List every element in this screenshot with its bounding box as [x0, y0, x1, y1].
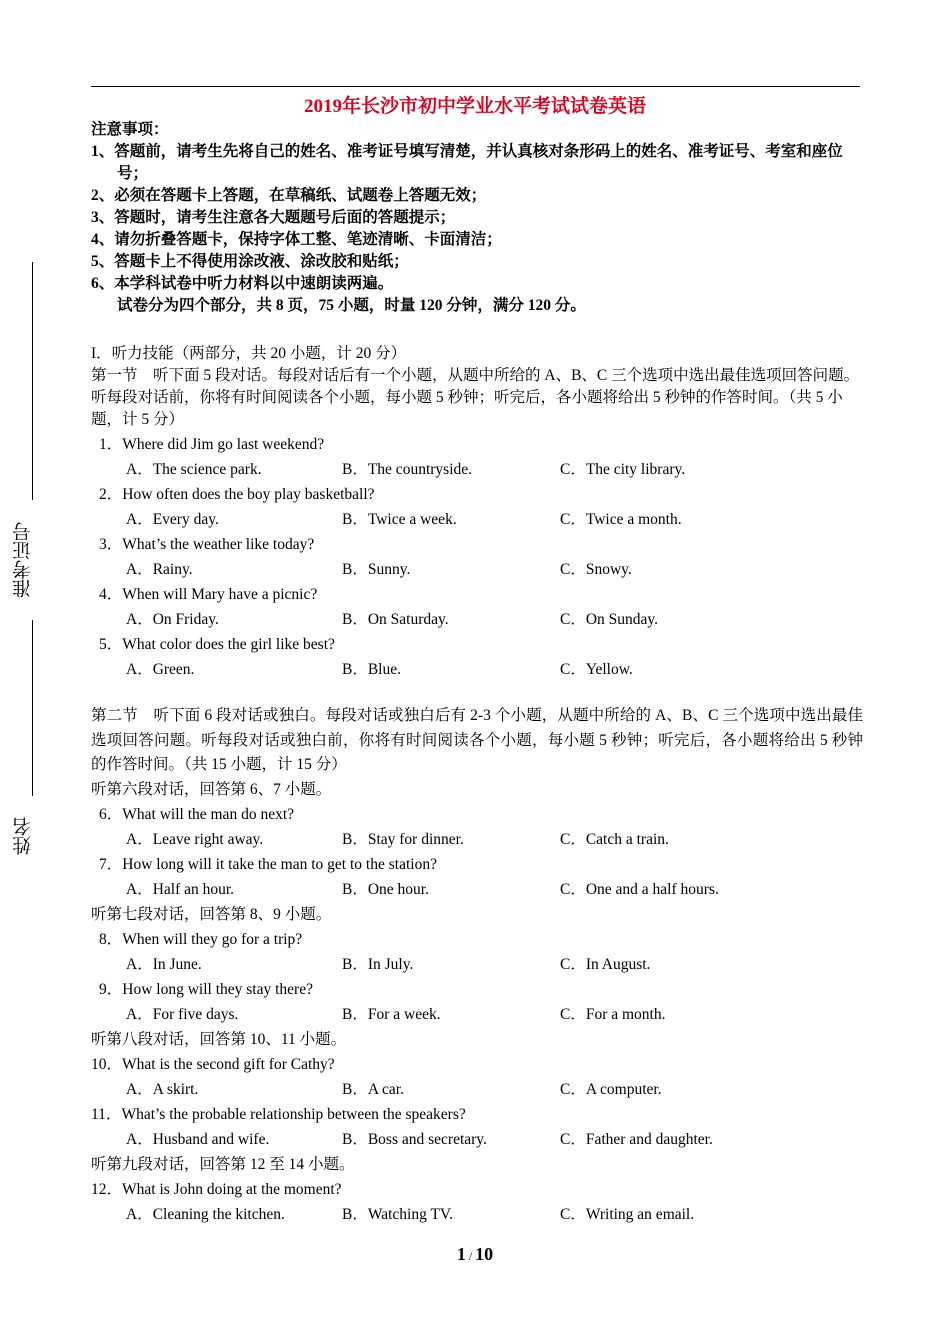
question-options	[91, 827, 863, 852]
option-a: A．Rainy.	[126, 561, 193, 578]
option-b: B．On Saturday.	[342, 611, 449, 628]
option-c: C．Catch a train.	[560, 830, 669, 848]
header-rule	[91, 86, 860, 87]
question-text: When will they go for a trip?	[122, 930, 303, 948]
option-b: B．Blue.	[342, 661, 401, 678]
question-stem	[91, 532, 863, 557]
question-text: Where did Jim go last weekend?	[122, 436, 325, 453]
question-number: 10．	[91, 1055, 123, 1073]
question-stem	[91, 582, 863, 607]
question-number: 11．	[91, 1105, 122, 1123]
question-stem	[91, 1052, 863, 1077]
option-a: A．Cleaning the kitchen.	[126, 1205, 285, 1223]
question-number: 2．	[99, 486, 123, 503]
notice-block	[91, 119, 863, 317]
question-number: 5．	[99, 636, 123, 653]
page-number	[0, 1242, 950, 1268]
question-stem	[91, 482, 863, 507]
notice-summary: 试卷分为四个部分，共 8 页，75 小题，时量 120 分钟，满分 120 分。	[117, 297, 586, 314]
option-c: C．Father and daughter.	[560, 1130, 713, 1148]
question-text: What’s the probable relationship between the speakers?	[121, 1105, 466, 1123]
question-number: 3．	[99, 536, 123, 553]
option-a: A．Husband and wife.	[126, 1130, 270, 1148]
name-fill-line	[32, 620, 33, 796]
question-stem	[91, 927, 863, 952]
option-c: C．A computer.	[560, 1080, 662, 1098]
question-text: What is John doing at the moment?	[122, 1180, 342, 1198]
question-text: When will Mary have a picnic?	[122, 586, 318, 603]
dialogue-instruction: 听第九段对话，回答第 12 至 14 小题。	[91, 1155, 355, 1173]
dialogue-instruction: 听第七段对话，回答第 8、9 小题。	[91, 905, 332, 923]
question-stem	[91, 632, 863, 657]
option-b: B．The countryside.	[342, 461, 473, 478]
exam-title: 2019年长沙市初中学业水平考试试卷英语	[303, 96, 646, 117]
question-stem	[91, 1177, 863, 1202]
option-b: B．One hour.	[342, 880, 429, 898]
listening-section-1	[91, 343, 863, 682]
option-c: C．The city library.	[560, 461, 686, 478]
question-options	[91, 457, 863, 482]
question-options	[91, 877, 863, 902]
question-options	[91, 657, 863, 682]
dialogue-instruction: 听第八段对话，回答第 10、11 小题。	[91, 1030, 347, 1048]
question-number: 6．	[99, 805, 123, 823]
option-a: A．The science park.	[126, 461, 262, 478]
question-options	[91, 507, 863, 532]
section-1-instructions: 第一节 听下面 5 段对话。每段对话后有一个小题，从题中所给的 A、B、C 三个选项中选出最佳选项回答问题。听每段对话前，你将有时间阅读各个小题，每小题 5 秒钟；听完后，各小题将给出 5 秒钟的作答时间。（共 5 小题，计 5 分）	[91, 367, 860, 428]
option-a: A．On Friday.	[126, 611, 219, 628]
exam-id-fill-line	[32, 262, 33, 500]
option-b: B．Boss and secretary.	[342, 1130, 487, 1148]
notice-item: 3、答题时，请考生注意各大题题号后面的答题提示；	[91, 209, 456, 226]
option-c: C．Snowy.	[560, 561, 632, 578]
listening-section-2	[91, 704, 863, 1227]
option-c: C．For a month.	[560, 1005, 666, 1023]
question-number: 7．	[99, 855, 123, 873]
question-text: What’s the weather like today?	[122, 536, 315, 553]
question-text: How often does the boy play basketball?	[122, 486, 375, 503]
question-options	[91, 607, 863, 632]
page-total: 10	[475, 1244, 494, 1264]
question-options	[91, 557, 863, 582]
question-text: What is the second gift for Cathy?	[122, 1055, 335, 1073]
option-c: C．One and a half hours.	[560, 880, 719, 898]
question-options	[91, 1202, 863, 1227]
option-b: B．A car.	[342, 1080, 404, 1098]
notice-item: 5、答题卡上不得使用涂改液、涂改胶和贴纸；	[91, 253, 409, 270]
question-stem	[91, 977, 863, 1002]
question-stem	[91, 802, 863, 827]
section-2-instructions: 第二节 听下面 6 段对话或独白。每段对话或独白后有 2-3 个小题，从题中所给的 A、B、C 三个选项中选出最佳选项回答问题。听每段对话或独白前，你将有时间阅读各个小题，每小题 5 秒钟；听完后，各小题将给出 5 秒钟的作答时间。（共 15 小题，计 15 分）	[91, 707, 863, 773]
question-stem	[91, 432, 863, 457]
question-options	[91, 1002, 863, 1027]
notice-heading: 注意事项：	[91, 121, 169, 138]
question-number: 1．	[99, 436, 123, 453]
notice-item: 6、本学科试卷中听力材料以中速朗读两遍。	[91, 275, 394, 292]
question-number: 8．	[99, 930, 123, 948]
option-a: A．A skirt.	[126, 1080, 199, 1098]
notice-item: 1、答题前，请考生先将自己的姓名、准考证号填写清楚，并认真核对条形码上的姓名、准考证号、考室和座位号；	[91, 143, 843, 182]
question-number: 12．	[91, 1180, 123, 1198]
question-options	[91, 1127, 863, 1152]
option-c: C．Writing an email.	[560, 1205, 695, 1223]
question-stem	[91, 852, 863, 877]
option-c: C．Twice a month.	[560, 511, 682, 528]
option-a: A．Half an hour.	[126, 880, 235, 898]
name-label: 姓名	[13, 817, 34, 855]
question-number: 4．	[99, 586, 123, 603]
question-options	[91, 952, 863, 977]
option-a: A．For five days.	[126, 1005, 239, 1023]
notice-item: 2、必须在答题卡上答题，在草稿纸、试题卷上答题无效；	[91, 187, 487, 204]
question-options	[91, 1077, 863, 1102]
question-text: What will the man do next?	[122, 805, 295, 823]
option-c: C．In August.	[560, 955, 651, 973]
exam-id-label: 准考证号	[13, 522, 34, 598]
option-c: C．Yellow.	[560, 661, 633, 678]
part-heading: I．听力技能（两部分，共 20 小题，计 20 分）	[91, 345, 407, 362]
question-text: How long will they stay there?	[122, 980, 313, 998]
question-number: 9．	[99, 980, 123, 998]
option-b: B．In July.	[342, 955, 414, 973]
page-current: 1	[456, 1244, 466, 1264]
dialogue-instruction: 听第六段对话，回答第 6、7 小题。	[91, 780, 332, 798]
option-b: B．Twice a week.	[342, 511, 457, 528]
option-a: A．Green.	[126, 661, 195, 678]
question-text: What color does the girl like best?	[122, 636, 335, 653]
option-b: B．Stay for dinner.	[342, 830, 464, 848]
option-a: A．In June.	[126, 955, 202, 973]
option-a: A．Every day.	[126, 511, 219, 528]
page-separator: /	[468, 1249, 473, 1263]
option-b: B．For a week.	[342, 1005, 441, 1023]
option-b: B．Sunny.	[342, 561, 411, 578]
option-c: C．On Sunday.	[560, 611, 659, 628]
question-stem	[91, 1102, 863, 1127]
option-a: A．Leave right away.	[126, 830, 264, 848]
question-text: How long will it take the man to get to the station?	[122, 855, 437, 873]
option-b: B．Watching TV.	[342, 1205, 453, 1223]
notice-item: 4、请勿折叠答题卡，保持字体工整、笔迹清晰、卡面清洁；	[91, 231, 502, 248]
